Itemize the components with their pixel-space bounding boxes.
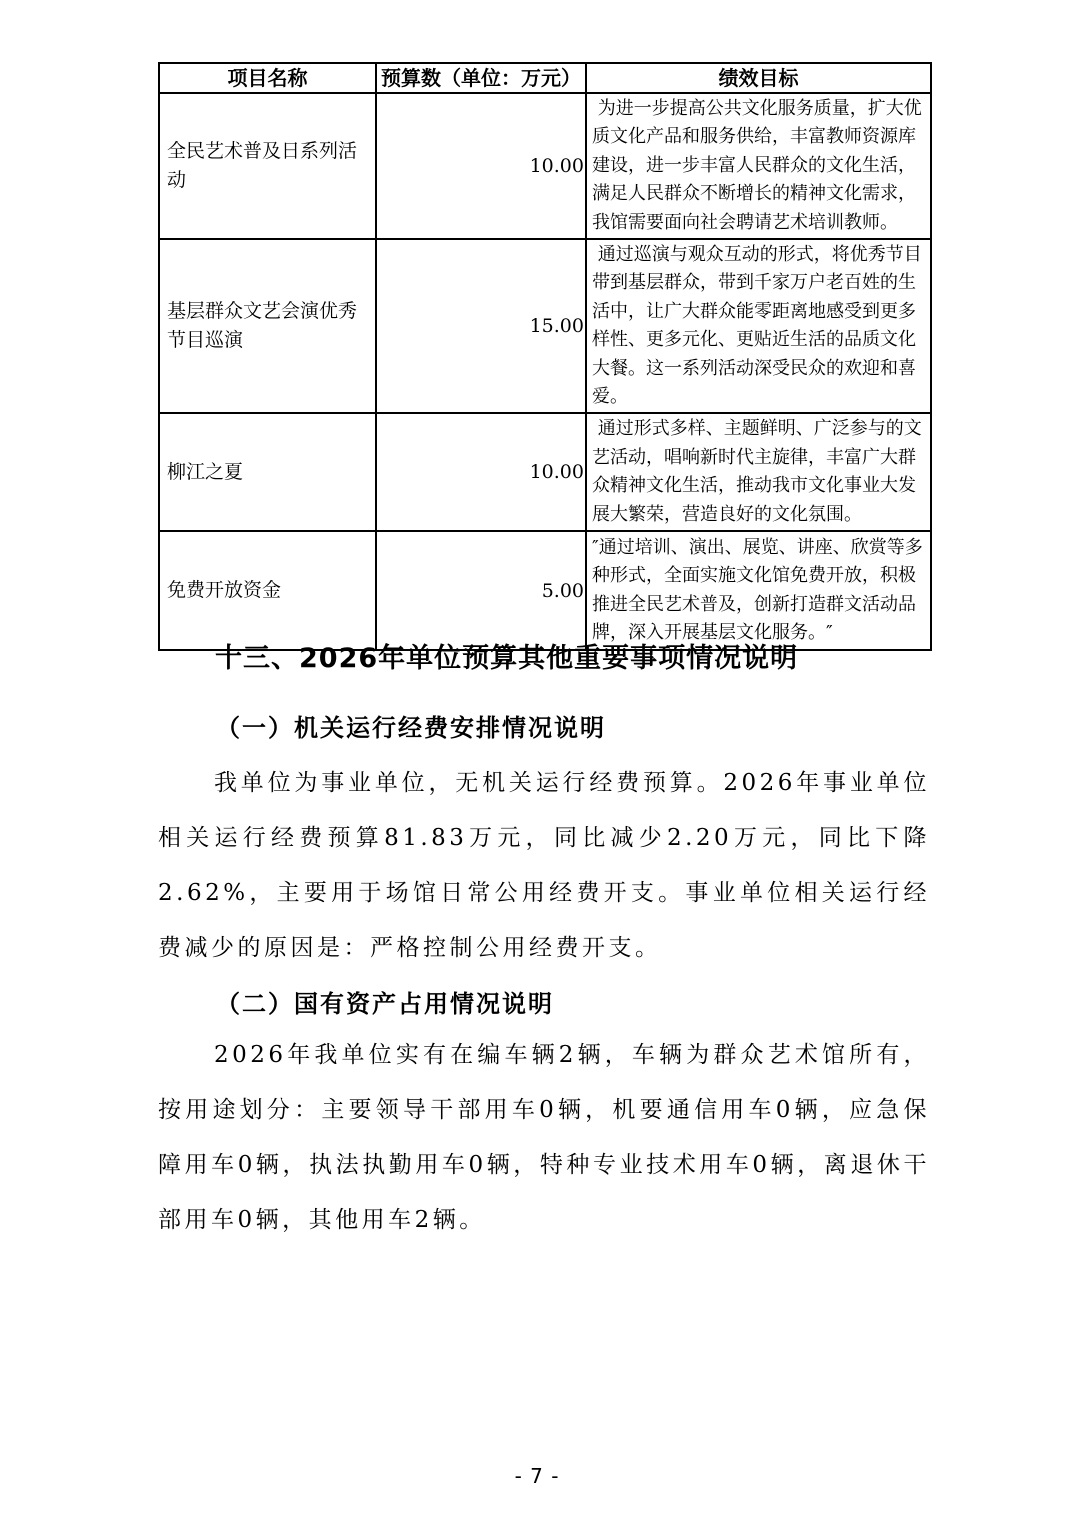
table-row — [159, 239, 931, 413]
performance-target-cell: ″通过培训、演出、展览、讲座、欣赏等多种形式，全面实施文化馆免费开放，积极推进全民艺术普及，创新打造群文活动品牌，深入开展基层文化服务。″ — [586, 531, 931, 650]
header-performance-target: 绩效目标 — [586, 63, 931, 93]
budget-amount-cell: 5.00 — [376, 531, 586, 650]
table-row — [159, 413, 931, 531]
performance-target-cell: 通过形式多样、主题鲜明、广泛参与的文艺活动，唱响新时代主旋律，丰富广大群众精神文化生活，推动我市文化事业大发展大繁荣，营造良好的文化氛围。 — [586, 413, 931, 531]
budget-amount-cell: 15.00 — [376, 239, 586, 413]
subsection-1-heading: （一）机关运行经费安排情况说明 — [216, 713, 606, 742]
table-row — [159, 531, 931, 650]
project-name-cell: 柳江之夏 — [159, 413, 376, 531]
project-name-cell: 全民艺术普及日系列活动 — [159, 93, 376, 239]
budget-amount-cell: 10.00 — [376, 413, 586, 531]
table-row — [159, 93, 931, 239]
table-header-row — [159, 63, 931, 93]
project-name-cell: 免费开放资金 — [159, 531, 376, 650]
project-name-cell: 基层群众文艺会演优秀节目巡演 — [159, 239, 376, 413]
header-project-name: 项目名称 — [159, 63, 376, 93]
performance-target-cell: 通过巡演与观众互动的形式，将优秀节目带到基层群众，带到千家万户老百姓的生活中，让广大群众能零距离地感受到更多样性、更多元化、更贴近生活的品质文化大餐。这一系列活动深受民众的欢迎和喜爱。 — [586, 239, 931, 413]
subsection-2-heading: （二）国有资产占用情况说明 — [216, 989, 554, 1018]
subsection-1-paragraph: 我单位为事业单位，无机关运行经费预算。2026年事业单位相关运行经费预算81.83万元，同比减少2.20万元，同比下降2.62%，主要用于场馆日常公用经费开支。事业单位相关运行经费减少的原因是：严格控制公用经费开支。 — [158, 770, 930, 961]
budget-amount-cell: 10.00 — [376, 93, 586, 239]
performance-targets-table — [158, 62, 932, 651]
performance-target-cell: 为进一步提高公共文化服务质量，扩大优质文化产品和服务供给，丰富教师资源库建设，进一步丰富人民群众的文化生活，满足人民群众不断增长的精神文化需求，我馆需要面向社会聘请艺术培训教师。 — [586, 93, 931, 239]
subsection-2-paragraph: 2026年我单位实有在编车辆2辆，车辆为群众艺术馆所有，按用途划分：主要领导干部用车0辆，机要通信用车0辆，应急保障用车0辆，执法执勤用车0辆，特种专业技术用车0辆，离退休干部用车0辆，其他用车2辆。 — [158, 1042, 930, 1233]
page-number: - 7 - — [514, 1464, 560, 1488]
header-budget-amount: 预算数（单位：万元） — [376, 63, 586, 93]
section-13-heading: 十三、2026年单位预算其他重要事项情况说明 — [215, 643, 799, 674]
